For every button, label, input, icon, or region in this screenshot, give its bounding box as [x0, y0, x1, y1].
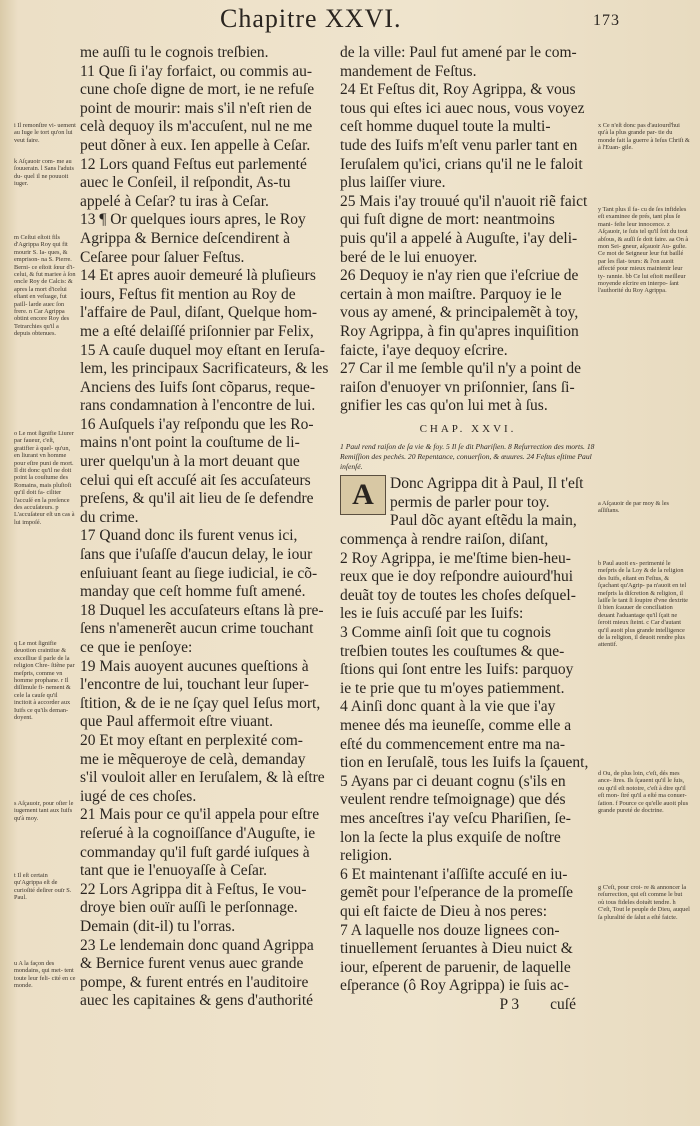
text-line: 3 Comme ainſi ſoit que tu cognois [340, 624, 551, 641]
text-line: ſans que i'uſaſſe d'aucun delay, le iour [80, 546, 313, 564]
text-line: puis qu'il a appelé à Auguſte, i'ay deli- [340, 229, 578, 247]
text-line: lon la ſecte la plus exquiſe de noſtre [340, 828, 561, 846]
text-line: qui fuſt digne de mort: neantmoins [340, 211, 555, 229]
text-line: gemẽt pour l'eſperance de la promeſſe [340, 884, 574, 902]
text-line: mains n'ont point la couſtume de li- [80, 434, 300, 452]
text-line: 5 Ayans par ci deuant cognu (s'ils en [340, 772, 566, 790]
text-line: 12 Lors quand Feſtus eut parlementé [80, 155, 307, 173]
text-line: 20 Et moy eſtant en perplexité com- [80, 731, 303, 749]
text-line: ſens n'amenerẽt aucun crime touchant [80, 620, 314, 638]
text-line: me ie mẽqueroye de celà, demanday [80, 750, 306, 768]
text-line: Donc Agrippa dit à Paul, Il t'eſt [390, 475, 584, 493]
text-line: 13 ¶ Or quelques iours apres, le Roy [80, 211, 306, 229]
text-line: tant que ie l'enuoyaſſe à Ceſar. [80, 862, 267, 880]
text-line: ſtions qui ſont entre les Iuifs: parquoy [340, 661, 574, 679]
text-line: 22 Lors Agrippa dit à Feſtus, Ie vou- [80, 880, 307, 898]
text-line: auec les capitaines & gens d'authorité [80, 992, 314, 1010]
text-line: reux que ie doy reſpondre auiourd'hui [340, 568, 574, 586]
text-line: mandement de Feſtus. [340, 62, 477, 80]
running-header [220, 4, 620, 38]
page-footer [340, 996, 596, 1015]
text-line: ce que ie penſoye: [80, 639, 193, 656]
text-line: & Bernice furent venus auec grande [80, 955, 304, 973]
text-line: peut dõner à eux. Ien appelle à Ceſar. [80, 136, 311, 154]
text-line: 19 Mais auoyent aucunes queſtions à [80, 657, 309, 675]
text-line: religion. [340, 847, 393, 865]
text-line: certain à mon maiſtre. Parquoy ie le [340, 285, 562, 303]
text-line: enſuiuant ſeant au ſiege iudicial, ie cõ- [80, 564, 318, 582]
margin-note: u A la façon des mondains, qui met- tent toute leur feli- cité en ce monde. [14, 960, 76, 990]
text-line: faicte, i'aye dequoy eſcrire. [340, 341, 508, 359]
margin-note: s Aſçauoir, pour oſter le iugement tant aux Iuifs qu'à moy. [14, 800, 74, 822]
margin-note: b Paul auoit ex- perimenté le meſpris de la Loy & de la religion des Iuifs, eſtant en Feſtus, & ſçachant qu'Agrip- pa n'auoit en tel meſpris la diſcretion & religion, il laiſſe le tant ſi ſoupire d'vne dextrite ſi bien ſcauuer de conciliation deuant l'aduantage qu'il ſçait ne ſeroit mieux ſteint. c Car d'autant qu'il auoit plus grande intelligence de la religion, il deuoit rendre plus attentif. [598, 560, 688, 649]
text-line: Agrippa & Bernice deſcendirent à [80, 229, 291, 247]
text-line: me a eſté delaiſſé priſonnier par Felix, [80, 322, 314, 340]
text-line: raiſon d'enuoyer vn priſonnier, ſans ſi- [340, 378, 575, 396]
text-line: tude des Iuifs m'eſt venu parler tant en [340, 136, 578, 154]
text-line: mes anceſtres i'ay veſcu Phariſien, ſe- [340, 809, 571, 827]
text-line: 11 Que ſi i'ay forfaict, ou commis au- [80, 62, 313, 80]
text-line: Paul dõc ayant eſtẽdu la main, [390, 512, 577, 530]
text-line: gnifier les cas qu'on lui met à ſus. [340, 397, 548, 415]
margin-note: d Ou, de plus loin, c'eſt, dés mes ance- ſtres. Ils ſçauent qu'il le ſuis, ou qu'il eſt notoire, c'eſt à dire qu'il eſt mon- ſtré qu'il a eſté ma conuer- ſation. f Pource ce qu'elle auoit plus grande pureté de doctrine. [598, 770, 689, 815]
text-line: permis de parler pour toy. [390, 493, 550, 511]
text-line: droye bien ouïr auſſi le perſonnage. [80, 899, 298, 917]
text-line: 18 Duquel les accuſateurs eſtans là pre- [80, 601, 324, 619]
text-line: plus laiſſer viure. [340, 174, 446, 192]
text-line: deuãt toy de toutes les choſes deſquel- [340, 586, 576, 604]
text-line: ceſt homme duquel toute la multi- [340, 118, 551, 136]
text-line: tion en Ieruſalẽ, tous les Iuifs la ſçauent, [340, 754, 589, 772]
text-line: beré de le lui enuoyer. [340, 248, 478, 266]
right-text-column [340, 44, 596, 1014]
text-line: qui eſt faicte de Dieu à nos peres: [340, 902, 548, 920]
text-line: pompe, & furent entrés en l'auditoire [80, 973, 309, 991]
text-line: celà dequoy ils m'accuſent, nul ne me [80, 118, 313, 136]
margin-note: i Il remonſtre vi- uement au Iuge le tort qu'on lui veut faire. [14, 122, 76, 144]
folio-number: 173 [593, 12, 620, 29]
text-line: 25 Mais i'ay trouué qu'il n'auoit riẽ faict [340, 192, 588, 210]
text-line: appelé à Ceſar? tu iras à Ceſar. [80, 192, 269, 210]
text-line: 4 Ainſi donc quant à la vie que i'ay [340, 698, 556, 716]
text-line: les ie ſuis accuſé par les Iuifs: [340, 605, 524, 623]
text-line: 6 Et maintenant i'aſſiſte accuſé en iu- [340, 865, 568, 883]
text-line: 26 Dequoy ie n'ay rien que i'eſcriue de [340, 267, 579, 285]
chapter-heading: CHAP. XXVI. [419, 422, 517, 435]
text-line: cune choſe digne de mort, ie ne refuſe [80, 81, 315, 99]
text-line: point de mourir: mais s'il n'eſt rien de [80, 99, 312, 117]
margin-note: m Ceſtui eſtoit fils d'Agrippa Roy qui fit mourir S. Ia- ques, & emprison- na S. Pierre. Berni- ce eſtoit ſœur d'i- celui, & fut mariee à ſon oncle Roy de Calcis: & apres la mort d'icelui eſtant en veſuage, fut paill- larde auec ſon frere. n Car Agrippa obtint encore Roy des Tetrarchies qu'il a depuis obtenues. [14, 234, 76, 338]
text-line: 7 A laquelle nos douze lignees con- [340, 921, 560, 939]
text-line: 23 Le lendemain donc quand Agrippa [80, 936, 314, 954]
text-line: s'il vouloit aller en Ieruſalem, & là eſtre [80, 769, 325, 787]
text-line: 21 Mais pour ce qu'il appela pour eſtre [80, 806, 320, 824]
text-line: l'affaire de Paul, diſant, Quelque hom- [80, 304, 318, 322]
text-line: preſens, & qu'il ait lieu de ſe defendre [80, 490, 314, 508]
margin-note: q Le mot ſignifie deuotion craintiue & exceſſiue il parle de la religion Chre- ſtiẽne par meſpris, comme vn homme prophane. r Il diſſimule fi- nement & cele la cauſe qu'il incitoit à accorder aux Iuifs ce qu'ils deman- doyent. [14, 640, 75, 722]
margin-note: t Il eſt certain qu'Agrippa eſt de curioſité deſirer ouïr S. Paul. [14, 872, 72, 902]
text-line: de la ville: Paul fut amené par le com- [340, 44, 577, 61]
text-line: Ceſaree pour ſaluer Feſtus. [80, 248, 245, 266]
text-line: 17 Quand donc ils furent venus ici, [80, 527, 298, 545]
margin-note: x Ce n'eſt donc pas d'auiourd'hui qu'à la plus grande par- tie du monde fait la guerre à Ieſus Chriſt & à l'Euan- gile. [598, 122, 690, 152]
text-line: 24 Et Feſtus dit, Roy Agrippa, & vous [340, 81, 576, 99]
text-line: commanday qu'il fuſt gardé iuſques à [80, 843, 310, 861]
chapter-25-ending [340, 44, 596, 416]
text-line: 14 Et apres auoir demeuré là pluſieurs [80, 267, 316, 285]
text-line: que Paul affermoit eſtre viuant. [80, 713, 273, 731]
text-line: treſbien toutes les couſtumes & que- [340, 642, 565, 660]
text-line: ie te prie que tu m'oyes patiemment. [340, 679, 565, 697]
text-line: me auſſi tu le cognois treſbien. [80, 44, 269, 61]
margin-note: o Le mot ſignifie Liurer par faueur, c'eſt, gratifier à quel- qu'un, en liurant vn homme pour eſtre puni de mort. Il dit donc qu'il ne doit point la couſtume des Romains, mais pluſtoſt qu'il doit fa- ciliter l'accuſé en la preſence des accuſateurs. p L'accuſateur eſt un cas à lui impoſé. [14, 430, 75, 526]
text-line: tous qui eſtes ici auec nous, vous voyez [340, 99, 585, 117]
text-line: veulent rendre teſmoignage) que dés [340, 791, 566, 809]
text-line: auec le Conſeil, il reſpondit, As-tu [80, 174, 291, 192]
text-line: commença à rendre raiſon, diſant, [340, 531, 549, 549]
text-line: ſtition, & de ie ne ſçay quel Ieſus mort, [80, 694, 321, 712]
text-line: 15 A cauſe duquel moy eſtant en Ieruſa- [80, 341, 325, 359]
signature-mark: P 3 [499, 995, 520, 1013]
chapter-running-title: Chapitre XXVI. [220, 4, 402, 33]
text-line: Ieruſalem qu'ici, crians qu'il ne le faloit [340, 155, 583, 173]
chapter-summary: 1 Paul rend raiſon de ſa vie & foy. 5 Il ſe dit Phariſien. 8 Reſurrection des morts. 18 Remiſſion des pechés. 20 Repentance, conuerſion, & œuures. 24 Feſtus eſtime Paul inſenſé. [340, 442, 595, 471]
text-line: 2 Roy Agrippa, ie me'ſtime bien-heu- [340, 549, 571, 567]
chapter-26-text [340, 475, 596, 996]
left-text-column [80, 44, 334, 1011]
text-line: iugé de ces choſes. [80, 787, 197, 805]
text-line: celui qui eſt accuſé ait ſes accuſateurs [80, 471, 311, 489]
text-line: eſté du commencement entre ma na- [340, 735, 566, 753]
text-line: lem, les principaux Sacrificateurs, & les [80, 360, 329, 378]
text-line: 16 Auſquels i'ay reſpondu que les Ro- [80, 415, 314, 433]
text-line: reſerué à la cognoiſſance d'Auguſte, ie [80, 824, 316, 842]
margin-note: y Tant plus il fa- cu de ſes infideles eſt examinee de prés, tant plus ſe mani- feſte leur innocence. z Aſçauoir, ie ſuis tel qu'il ſoit du tout abſous, & auſſi ſe doit faire. aa On à mon Sei- gneur, aſçauoir Au- guſte. Ce mot de Seigneur leur fut baillé par les flat- teurs: & l'on auoit affecté pour mieux maintenir leur ty- rannie. bb Ce lui eſtoit meilleur moyende eſcrire en interpo- ſant l'authorité du Roy Agrippa. [598, 206, 689, 295]
text-line: vous ay amené, & principalemẽt à toy, [340, 304, 579, 322]
text-line: rans condamnation à l'encontre de lui. [80, 397, 316, 415]
text-line: du crime. [80, 508, 139, 526]
catchword: cuſé [550, 995, 576, 1013]
text-line: menee dés ma ieuneſſe, comme elle a [340, 716, 572, 734]
text-line: eſperance (ô Roy Agrippa) ie ſuis ac- [340, 977, 569, 995]
text-line: iours, Feſtus fit mention au Roy de [80, 285, 296, 303]
text-line: iour, eſperent de paruenir, de laquelle [340, 958, 571, 976]
text-line: 27 Car il me ſemble qu'il n'y a point de [340, 360, 582, 378]
text-line: l'encontre de lui, touchant leur ſuper- [80, 676, 309, 694]
text-line: Anciens des Iuifs ſont cõparus, reque- [80, 378, 316, 396]
text-line: Roy Agrippa, à fin qu'apres inquiſition [340, 322, 579, 340]
margin-note: k Aſçauoir com- me au ſouuerain. l Sans l'aduis du- quel il ne pouuoit iuger. [14, 158, 74, 188]
text-line: manday que ceſt homme fuſt amené. [80, 583, 306, 601]
decorated-initial: A [340, 475, 386, 515]
text-line: Demain (dit-il) tu l'orras. [80, 917, 236, 935]
margin-note: g C'eſt, pour croi- re & annoncer la reſurrection, qui eſt comme le but où tous fideles doiuẽt tendre. h C'eſt, Tout le peuple de Dieu, auquel ſa pluralité de ſalut a eſté faicte. [598, 884, 690, 921]
margin-note: a Aſçauoir de par moy & les aſſiſtans. [598, 500, 669, 515]
text-line: urer quelqu'un à la mort deuant que [80, 453, 300, 471]
text-line: tinuellement ſeruantes à Dieu nuict & [340, 940, 573, 958]
